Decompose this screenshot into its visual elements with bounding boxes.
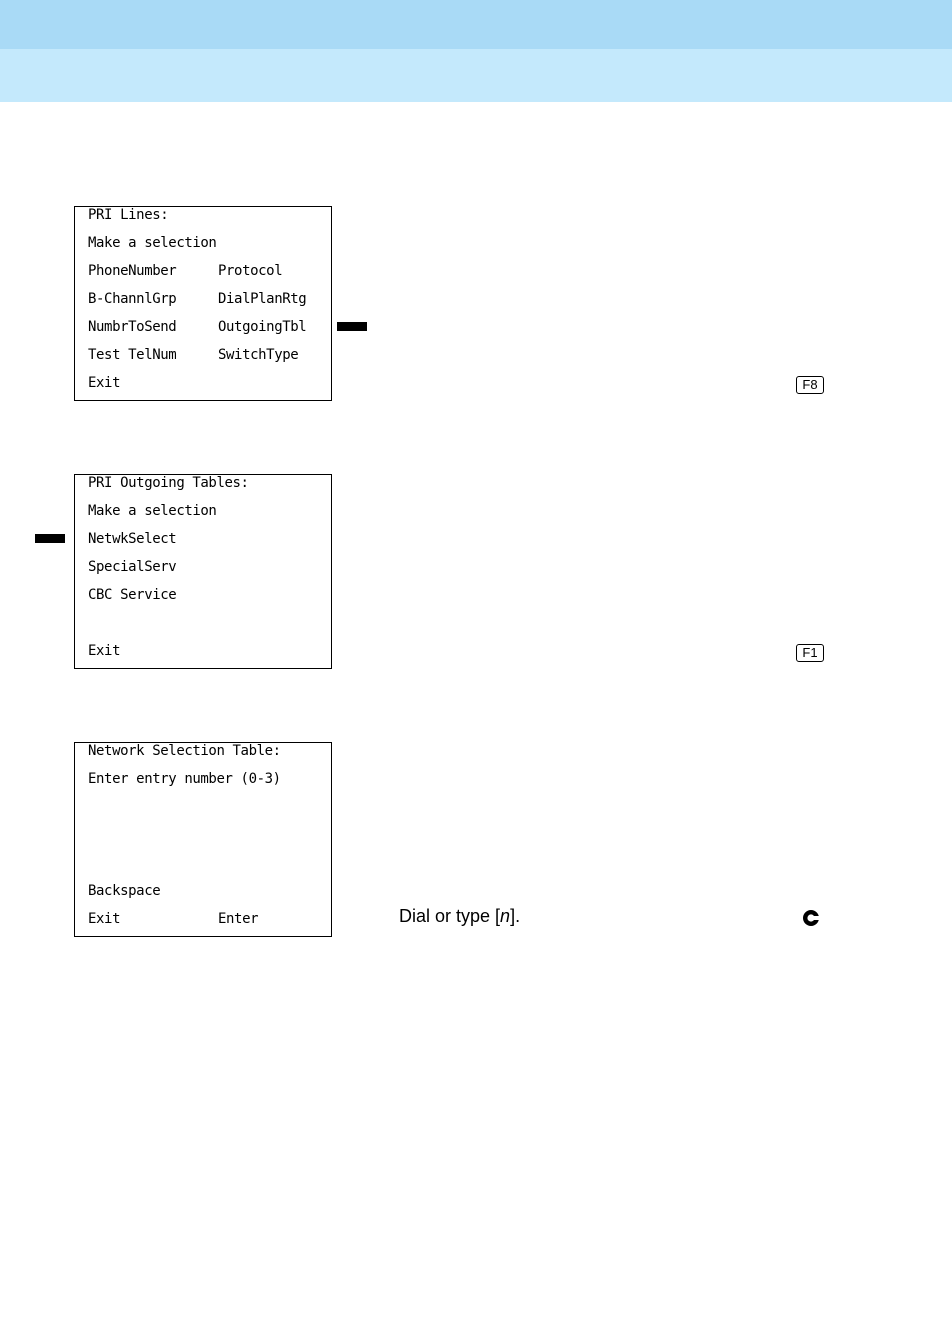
screen-title: PRI Outgoing Tables:: [88, 475, 249, 491]
option-b-channel-group[interactable]: B-ChannlGrp: [88, 291, 177, 307]
selection-marker-icon: [337, 322, 367, 331]
option-phone-number[interactable]: PhoneNumber: [88, 263, 177, 279]
network-selection-table-screen: [74, 742, 332, 937]
dial-instruction: [399, 905, 520, 927]
option-exit[interactable]: Exit: [88, 911, 121, 927]
option-cbc-service[interactable]: CBC Service: [88, 587, 177, 603]
instruction-variable: n: [500, 906, 511, 926]
screen-title: Network Selection Table:: [88, 743, 281, 759]
header-band-top: [0, 0, 952, 49]
selection-marker-icon: [35, 534, 65, 543]
option-switch-type[interactable]: SwitchType: [218, 347, 299, 363]
screen-prompt: Enter entry number (0-3): [88, 771, 281, 787]
instruction-after: ].: [510, 906, 521, 926]
option-exit[interactable]: Exit: [88, 375, 121, 391]
option-network-select[interactable]: NetwkSelect: [88, 531, 177, 547]
f1-key-icon: F1: [796, 644, 824, 662]
option-backspace[interactable]: Backspace: [88, 883, 161, 899]
header-band-bottom: [0, 49, 952, 102]
option-exit[interactable]: Exit: [88, 643, 121, 659]
option-dial-plan-routing[interactable]: DialPlanRtg: [218, 291, 307, 307]
screen-prompt: Make a selection: [88, 503, 217, 519]
option-test-tel-num[interactable]: Test TelNum: [88, 347, 177, 363]
enter-key-icon: [801, 908, 821, 928]
pri-lines-screen: [74, 206, 332, 401]
screen-prompt: Make a selection: [88, 235, 217, 251]
f8-key-icon: F8: [796, 376, 824, 394]
instruction-before: Dial or type [: [399, 906, 501, 926]
pri-outgoing-tables-screen: [74, 474, 332, 669]
option-protocol[interactable]: Protocol: [218, 263, 283, 279]
option-enter[interactable]: Enter: [218, 911, 259, 927]
option-special-serv[interactable]: SpecialServ: [88, 559, 177, 575]
option-number-to-send[interactable]: NumbrToSend: [88, 319, 177, 335]
option-outgoing-table[interactable]: OutgoingTbl: [218, 319, 307, 335]
screen-title: PRI Lines:: [88, 207, 169, 223]
